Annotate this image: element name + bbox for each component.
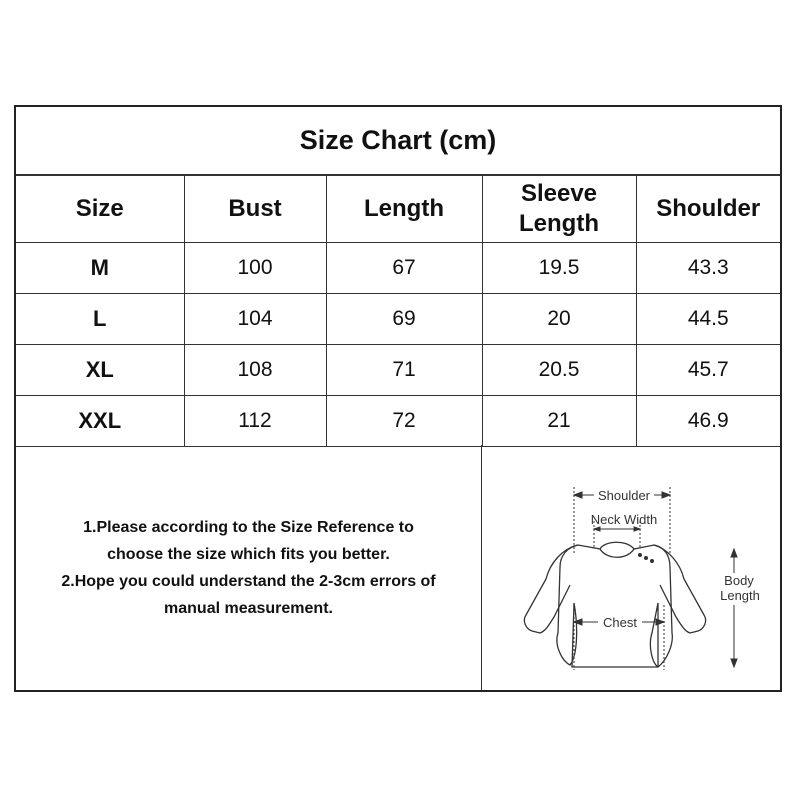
note-line: 1.Please according to the Size Reference to (83, 518, 414, 536)
cell-size: XXL (16, 396, 184, 447)
notes (16, 445, 481, 690)
note-line: choose the size which fits you better. (107, 545, 390, 563)
button-dot (650, 559, 654, 563)
cell-size: M (16, 243, 184, 294)
table-row (16, 345, 780, 396)
table-row (16, 396, 780, 447)
size-chart (14, 105, 782, 692)
cell-sleeve: 21 (482, 396, 636, 447)
note-line: 2.Hope you could understand the 2-3cm errors of (61, 572, 436, 590)
header-sleeve-line1: Sleeve (520, 180, 598, 207)
header-size: Size (16, 176, 184, 243)
cell-shoulder: 44.5 (636, 294, 780, 345)
table-header-row (16, 176, 780, 243)
note-line: manual measurement. (164, 599, 333, 617)
left-sleeve (524, 545, 578, 633)
cell-bust: 108 (184, 345, 326, 396)
shoulder-label: Shoulder (597, 488, 651, 503)
cell-length: 69 (326, 294, 482, 345)
header-sleeve-line2: Length (519, 210, 599, 237)
cell-size: XL (16, 345, 184, 396)
cell-length: 67 (326, 243, 482, 294)
body-length-label-1: Body (724, 573, 754, 588)
header-length: Length (326, 176, 482, 243)
cell-length: 72 (326, 396, 482, 447)
cell-length: 71 (326, 345, 482, 396)
right-sleeve (654, 545, 706, 633)
button-dot (638, 553, 642, 557)
header-shoulder: Shoulder (636, 176, 780, 243)
size-table (16, 175, 780, 447)
body-length-label-2: Length (720, 588, 760, 603)
cell-sleeve: 20 (482, 294, 636, 345)
chart-title: Size Chart (cm) (16, 107, 780, 175)
chest-label: Chest (603, 615, 637, 630)
bottom-section (16, 445, 780, 690)
cell-sleeve: 20.5 (482, 345, 636, 396)
cell-shoulder: 43.3 (636, 243, 780, 294)
neck-width-label: Neck Width (590, 512, 658, 527)
cell-shoulder: 45.7 (636, 345, 780, 396)
cell-shoulder: 46.9 (636, 396, 780, 447)
header-sleeve-length (482, 176, 636, 243)
cell-bust: 112 (184, 396, 326, 447)
cell-bust: 100 (184, 243, 326, 294)
header-bust: Bust (184, 176, 326, 243)
sweater-diagram (482, 445, 780, 690)
table-row (16, 243, 780, 294)
measurement-diagram (482, 445, 780, 690)
table-row (16, 294, 780, 345)
cell-size: L (16, 294, 184, 345)
cell-sleeve: 19.5 (482, 243, 636, 294)
cell-bust: 104 (184, 294, 326, 345)
button-dot (644, 556, 648, 560)
